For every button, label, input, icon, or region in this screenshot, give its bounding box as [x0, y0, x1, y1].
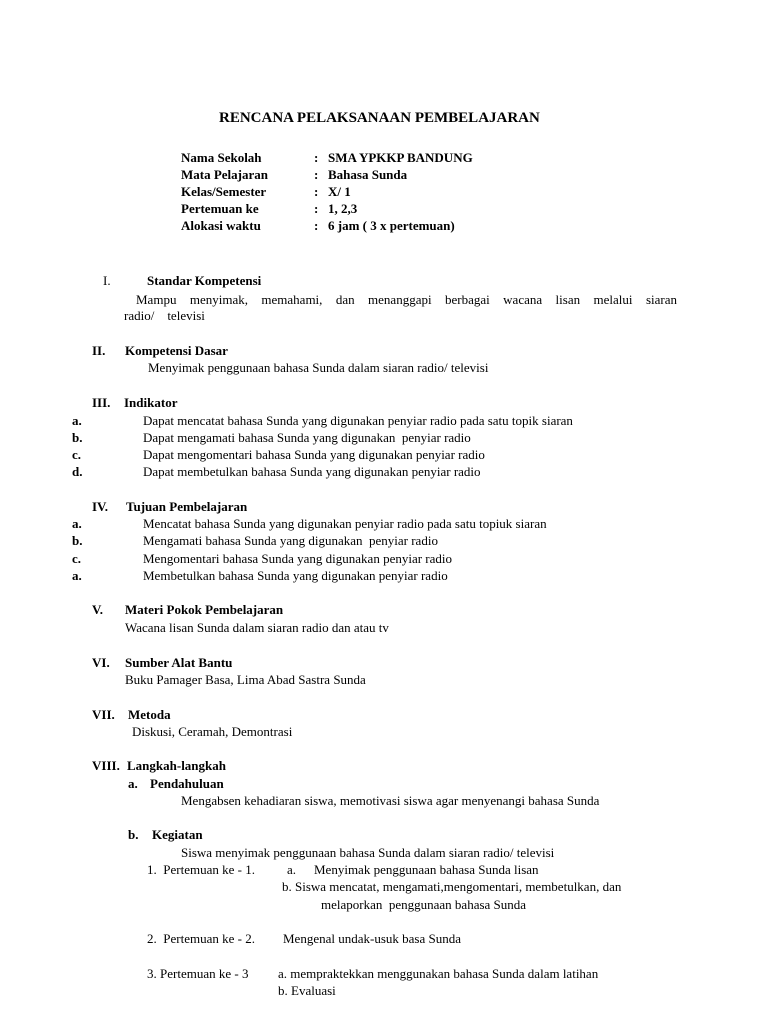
section-number: VI. [92, 655, 110, 670]
list-item: Mengomentari bahasa Sunda yang digunakan penyiar radio [143, 551, 453, 566]
list-item: Mengamati bahasa Sunda yang digunakan penyiar radio [143, 533, 438, 548]
list-letter: a. [72, 516, 82, 531]
list-letter: c. [72, 551, 82, 566]
section-heading: Materi Pokok Pembelajaran [125, 602, 284, 617]
subsection-heading: Kegiatan [152, 827, 203, 842]
list-item: Dapat mengomentari bahasa Sunda yang digunakan penyiar radio [143, 447, 485, 462]
identity-label: Mata Pelajaran [181, 167, 269, 182]
sub-letter: b. [128, 827, 139, 842]
section-number: II. [92, 343, 106, 358]
identity-separator: : [314, 218, 319, 233]
section-text: Mengabsen kehadiaran siswa, memotivasi siswa agar menyenangi bahasa Sunda [181, 793, 600, 808]
list-letter: b. [72, 533, 83, 548]
subsection-heading: Pendahuluan [150, 776, 224, 791]
identity-separator: : [314, 167, 319, 182]
section-heading: Metoda [128, 707, 171, 722]
identity-value: X/ 1 [328, 184, 351, 199]
meeting-label: 3. Pertemuan ke - 3 [147, 966, 249, 981]
section-text: radio/ televisi [124, 308, 205, 323]
section-number: VII. [92, 707, 115, 722]
section-heading: Sumber Alat Bantu [125, 655, 233, 670]
section-heading: Standar Kompetensi [147, 273, 262, 288]
section-heading: Indikator [124, 395, 178, 410]
list-item: Dapat mencatat bahasa Sunda yang digunakan penyiar radio pada satu topik siaran [143, 413, 573, 428]
section-number: III. [92, 395, 111, 410]
list-item: Membetulkan bahasa Sunda yang digunakan penyiar radio [143, 568, 448, 583]
section-text: Buku Pamager Basa, Lima Abad Sastra Sunda [125, 672, 366, 687]
identity-separator: : [314, 150, 319, 165]
meeting-label: 2. Pertemuan ke - 2. [147, 931, 255, 946]
meeting-text: Menyimak penggunaan bahasa Sunda lisan [314, 862, 539, 877]
identity-value: SMA YPKKP BANDUNG [328, 150, 473, 165]
section-heading: Kompetensi Dasar [125, 343, 228, 358]
section-text: Wacana lisan Sunda dalam siaran radio dan atau tv [125, 620, 389, 635]
section-number: IV. [92, 499, 109, 514]
section-text: Siswa menyimak penggunaan bahasa Sunda dalam siaran radio/ televisi [181, 845, 555, 860]
list-letter: a. [72, 568, 82, 583]
list-item: Dapat membetulkan bahasa Sunda yang digunakan penyiar radio [143, 464, 481, 479]
meeting-text: a. mempraktekkan menggunakan bahasa Sunda dalam latihan [278, 966, 599, 981]
list-letter: d. [72, 464, 83, 479]
document-title: RENCANA PELAKSANAAN PEMBELAJARAN [219, 110, 540, 126]
identity-separator: : [314, 201, 319, 216]
section-text: Menyimak penggunaan bahasa Sunda dalam siaran radio/ televisi [148, 360, 489, 375]
identity-value: 6 jam ( 3 x pertemuan) [328, 218, 455, 233]
sub-letter: a. [128, 776, 138, 791]
section-number: V. [92, 602, 103, 617]
meeting-text: b. Siswa mencatat, mengamati,mengomentari, membetulkan, dan [282, 879, 622, 894]
identity-separator: : [314, 184, 319, 199]
meeting-text: Mengenal undak-usuk basa Sunda [283, 931, 461, 946]
identity-label: Nama Sekolah [181, 150, 262, 165]
section-text: Mampu menyimak, memahami, dan menanggapi berbagai wacana lisan melalui siaran [136, 292, 677, 307]
list-item: Dapat mengamati bahasa Sunda yang digunakan penyiar radio [143, 430, 471, 445]
identity-value: Bahasa Sunda [328, 167, 408, 182]
section-heading: Langkah-langkah [127, 758, 226, 773]
identity-label: Pertemuan ke [181, 201, 259, 216]
section-heading: Tujuan Pembelajaran [126, 499, 248, 514]
section-number: VIII. [92, 758, 120, 773]
meeting-text: b. Evaluasi [278, 983, 336, 998]
meeting-label: 1. Pertemuan ke - 1. [147, 862, 255, 877]
list-item: Mencatat bahasa Sunda yang digunakan penyiar radio pada satu topiuk siaran [143, 516, 547, 531]
meeting-text: melaporkan penggunaan bahasa Sunda [321, 897, 527, 912]
section-number: I. [103, 273, 111, 288]
list-letter: a. [72, 413, 82, 428]
section-text: Diskusi, Ceramah, Demontrasi [132, 724, 293, 739]
meeting-sub-letter: a. [287, 862, 297, 877]
identity-value: 1, 2,3 [328, 201, 358, 216]
list-letter: b. [72, 430, 83, 445]
list-letter: c. [72, 447, 82, 462]
identity-label: Alokasi waktu [181, 218, 261, 233]
identity-label: Kelas/Semester [181, 184, 267, 199]
